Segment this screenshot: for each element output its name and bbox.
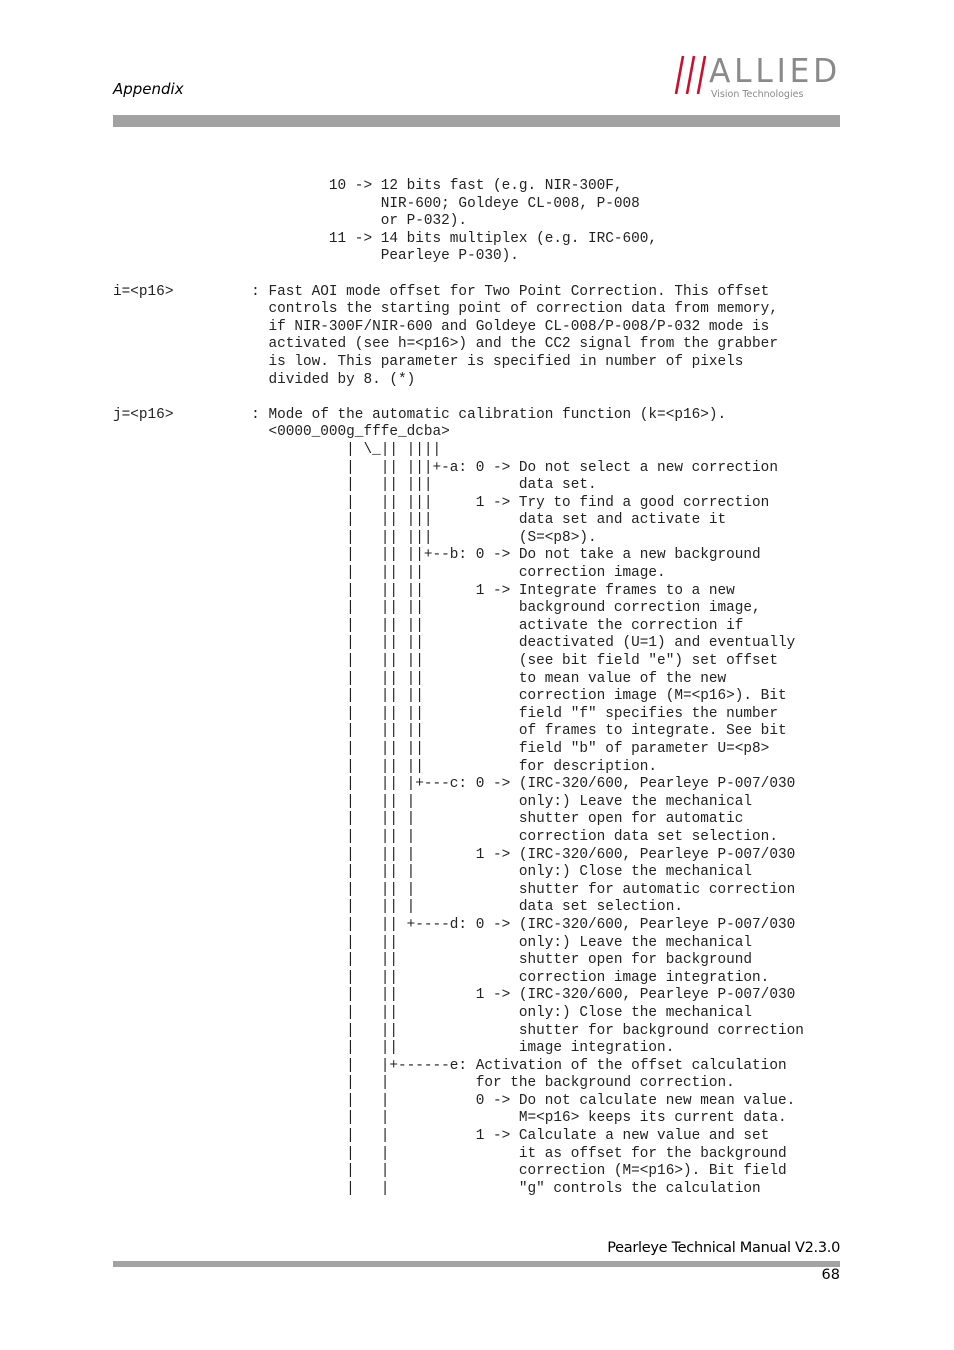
text-line: | || || activate the correction if [113,617,744,634]
text-line: | || | shutter for automatic correction [113,881,796,898]
text-line: is low. This parameter is specified in number of pixels [113,353,744,370]
text-line: | || |||+-a: 0 -> Do not select a new correction [113,459,778,476]
text-line: | || || of frames to integrate. See bit [113,723,787,740]
text-line [113,389,804,407]
text-line: | | correction (M=<p16>). Bit field [113,1163,787,1180]
text-line: | || shutter for background correction [113,1022,804,1039]
text-line: | | for the background correction. [113,1075,735,1092]
text-line: activated (see h=<p16>) and the CC2 signal from the grabber [113,336,778,353]
text-line: | || || (see bit field "e") set offset [113,653,778,670]
allied-vision-logo [668,52,842,102]
text-line: | \_|| |||| [113,441,442,458]
text-line: | || ||| 1 -> Try to find a good correction [113,494,770,511]
allied-logo-icon [668,52,842,102]
text-line: | || only:) Close the mechanical [113,1004,753,1021]
parameter-description-block [113,178,804,1198]
text-line: | || image integration. [113,1040,675,1057]
logo-tagline: Vision Technologies [711,89,804,100]
text-line: | || +----d: 0 -> (IRC-320/600, Pearleye P-007/030 [113,916,796,933]
text-line: | || 1 -> (IRC-320/600, Pearleye P-007/030 [113,987,796,1004]
text-line: | || || correction image (M=<p16>). Bit [113,688,787,705]
text-line: | |+------e: Activation of the offset calculation [113,1057,787,1074]
text-line: | || || correction image. [113,565,666,582]
text-line: | || only:) Leave the mechanical [113,934,753,951]
text-line: | || | data set selection. [113,899,683,916]
text-line: | || ||| data set. [113,477,597,494]
text-line: | || |+---c: 0 -> (IRC-320/600, Pearleye P-007/030 [113,776,796,793]
text-line: | | M=<p16> keeps its current data. [113,1110,787,1127]
text-line: 11 -> 14 bits multiplex (e.g. IRC-600, [113,230,658,247]
text-line: | || ||+--b: 0 -> Do not take a new background [113,547,761,564]
page-number: 68 [821,1267,840,1283]
text-line: or P-032). [113,213,468,230]
text-line: | || | only:) Leave the mechanical [113,793,753,810]
text-line: divided by 8. (*) [113,371,416,388]
manual-title: Pearleye Technical Manual V2.3.0 [607,1240,840,1256]
text-line: <0000_000g_fffe_dcba> [113,424,450,441]
text-line [113,266,804,284]
text-line: | || || 1 -> Integrate frames to a new [113,582,735,599]
text-line: | | it as offset for the background [113,1145,787,1162]
text-line: | || shutter open for background [113,952,753,969]
text-line: | || || field "b" of parameter U=<p8> [113,741,770,757]
text-line: j=<p16> : Mode of the automatic calibration function (k=<p16>). [113,406,727,423]
text-line: | || || deactivated (U=1) and eventually [113,635,796,652]
text-line: | || ||| data set and activate it [113,512,727,529]
text-line: | | 0 -> Do not calculate new mean value. [113,1092,796,1109]
text-line: | || || to mean value of the new [113,670,727,687]
text-line: | | "g" controls the calculation [113,1180,761,1197]
text-line: Pearleye P-030). [113,248,519,265]
text-line: | || ||| (S=<p8>). [113,529,597,546]
header-rule [113,115,840,127]
section-title: Appendix [113,80,184,98]
text-line: if NIR-300F/NIR-600 and Goldeye CL-008/P-008/P-032 mode is [113,318,770,335]
text-line: | || correction image integration. [113,969,770,986]
text-line: i=<p16> : Fast AOI mode offset for Two Point Correction. This offset [113,283,770,300]
text-line: | || | correction data set selection. [113,828,778,845]
text-line: | || | shutter open for automatic [113,811,744,828]
logo-brand: ALLIED [709,52,841,90]
text-line: 10 -> 12 bits fast (e.g. NIR-300F, [113,178,623,194]
footer-rule [113,1261,840,1267]
text-line: | | 1 -> Calculate a new value and set [113,1128,770,1145]
text-line: | || || for description. [113,758,658,775]
text-line: | || || field "f" specifies the number [113,705,778,722]
text-line: NIR-600; Goldeye CL-008, P-008 [113,195,640,212]
text-line: | || || background correction image, [113,600,761,617]
text-line: controls the starting point of correction data from memory, [113,301,778,318]
text-line: | || | 1 -> (IRC-320/600, Pearleye P-007/030 [113,846,796,863]
text-line: | || | only:) Close the mechanical [113,864,753,881]
